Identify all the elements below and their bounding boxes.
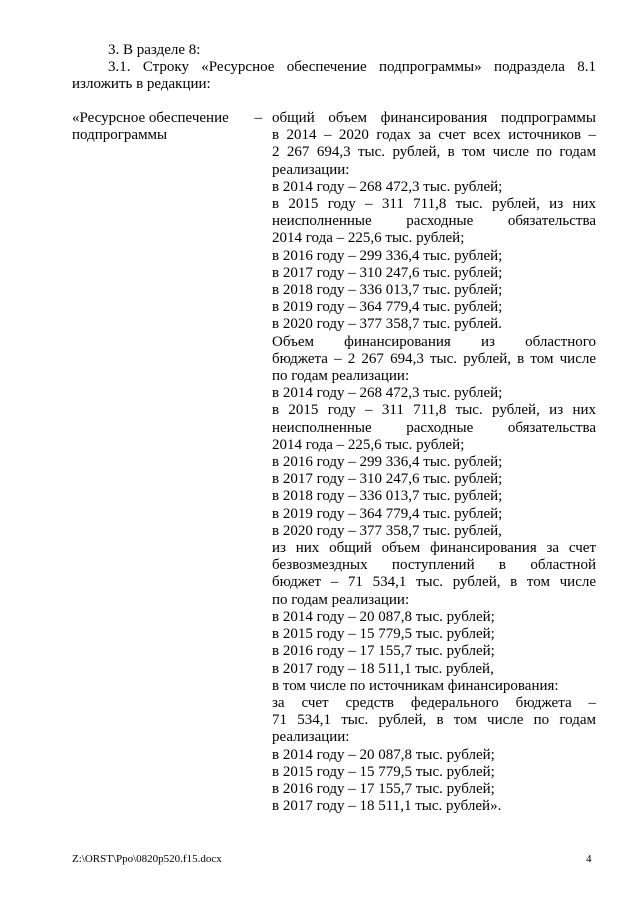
footer-file-path: Z:\ORST\Ppo\0820p520.f15.docx — [72, 853, 222, 865]
intro-paragraph — [72, 59, 596, 93]
funding-line: по годам реализации: — [272, 591, 410, 608]
funding-line: в 2015 году – 15 779,5 тыс. рублей; — [272, 626, 495, 643]
funding-line: в 2018 году – 336 013,7 тыс. рублей; — [272, 488, 503, 505]
funding-line: в 2014 году – 268 472,3 тыс. рублей; — [272, 385, 503, 402]
resource-label-cell — [72, 110, 262, 144]
funding-line: в том числе по источникам финансирования: — [272, 677, 559, 694]
funding-line: 71 534,1 тыс. рублей, в том числе по годам — [272, 712, 596, 729]
funding-line: неисполненные расходные обязательства — [272, 213, 596, 230]
funding-line: в 2019 году – 364 779,4 тыс. рублей; — [272, 505, 503, 522]
intro-line: изложить в редакции: — [72, 76, 211, 93]
funding-line: бюджета – 2 267 694,3 тыс. рублей, в том числе — [272, 350, 596, 367]
funding-line: Объем финансирования из областного — [272, 333, 596, 350]
funding-line: в 2015 году – 311 711,8 тыс. рублей, из них — [272, 402, 596, 419]
funding-line: безвозмездных поступлений в областной — [272, 557, 596, 574]
funding-line: в 2016 году – 299 336,4 тыс. рублей; — [272, 247, 503, 264]
intro-line: 3.1. Строку «Ресурсное обеспечение подпрограммы» подраздела 8.1 — [108, 59, 596, 75]
funding-line: в 2019 году – 364 779,4 тыс. рублей; — [272, 299, 503, 316]
funding-line: в 2015 году – 15 779,5 тыс. рублей; — [272, 763, 495, 780]
funding-line: в 2017 году – 18 511,1 тыс. рублей, — [272, 660, 494, 677]
funding-line: общий объем финансирования подпрограммы — [272, 110, 596, 126]
funding-line: в 2016 году – 17 155,7 тыс. рублей; — [272, 780, 495, 797]
footer-page-number: 4 — [586, 853, 592, 865]
funding-line: в 2014 году – 20 087,8 тыс. рублей; — [272, 608, 495, 625]
funding-line: 2014 года – 225,6 тыс. рублей; — [272, 230, 465, 247]
funding-line: в 2017 году – 310 247,6 тыс. рублей; — [272, 264, 503, 281]
funding-line: в 2016 году – 299 336,4 тыс. рублей; — [272, 454, 503, 471]
section-heading: 3. В разделе 8: — [108, 42, 201, 58]
resource-label-line: «Ресурсное обеспечение – — [72, 110, 262, 126]
resource-value-cell — [272, 110, 596, 815]
funding-line: в 2014 году – 20 087,8 тыс. рублей; — [272, 746, 495, 763]
funding-line: в 2020 году – 377 358,7 тыс. рублей, — [272, 522, 502, 539]
funding-line: из них общий объем финансирования за счет — [272, 540, 596, 557]
funding-line: в 2016 году – 17 155,7 тыс. рублей; — [272, 643, 495, 660]
funding-line: 2014 года – 225,6 тыс. рублей; — [272, 436, 465, 453]
funding-line: бюджет – 71 534,1 тыс. рублей, в том числе — [272, 574, 596, 591]
funding-line: реализации: — [272, 161, 350, 178]
funding-line: в 2017 году – 310 247,6 тыс. рублей; — [272, 471, 503, 488]
funding-line: в 2017 году – 18 511,1 тыс. рублей». — [272, 798, 502, 815]
funding-line: неисполненные расходные обязательства — [272, 419, 596, 436]
funding-line: по годам реализации: — [272, 368, 410, 385]
funding-line: в 2018 году – 336 013,7 тыс. рублей; — [272, 282, 503, 299]
funding-line: 2 267 694,3 тыс. рублей, в том числе по годам — [272, 144, 596, 161]
funding-line: в 2020 году – 377 358,7 тыс. рублей. — [272, 316, 502, 333]
funding-line: в 2014 – 2020 годах за счет всех источников – — [272, 127, 596, 144]
resource-label-line: подпрограммы — [72, 127, 168, 144]
funding-line: в 2015 году – 311 711,8 тыс. рублей, из них — [272, 196, 596, 213]
funding-line: за счет средств федерального бюджета – — [272, 694, 596, 711]
funding-line: в 2014 году – 268 472,3 тыс. рублей; — [272, 178, 503, 195]
funding-line: реализации: — [272, 729, 350, 746]
